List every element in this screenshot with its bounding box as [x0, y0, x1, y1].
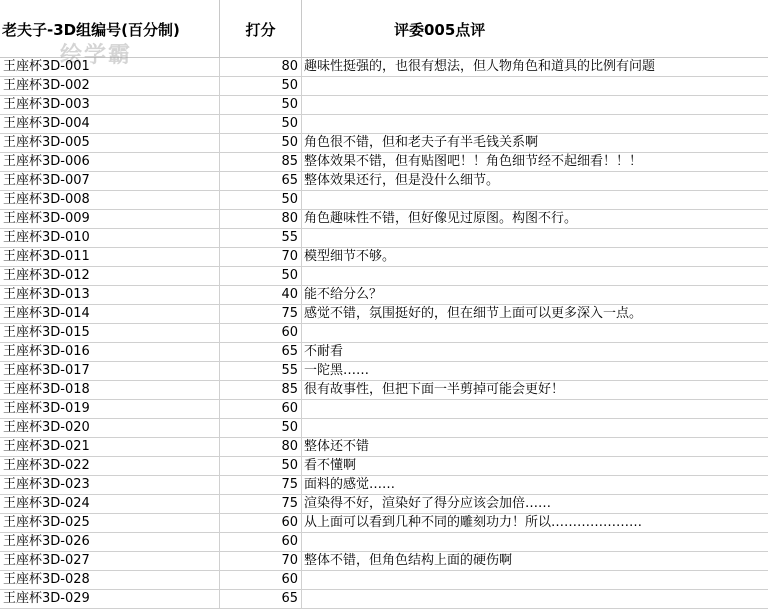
cell-score[interactable]: 80	[220, 210, 302, 229]
cell-id[interactable]: 王座杯3D-010	[0, 229, 220, 248]
table-row	[0, 343, 768, 362]
cell-comment[interactable]: 面料的感觉……	[304, 477, 396, 492]
cell-comment[interactable]: 趣味性挺强的，也很有想法，但人物角色和道具的比例有问题	[304, 59, 656, 74]
cell-id[interactable]: 王座杯3D-012	[0, 267, 220, 286]
cell-comment[interactable]: 一陀黑……	[304, 363, 370, 378]
cell-comment[interactable]: 不耐看	[304, 344, 344, 359]
table-row	[0, 381, 768, 400]
cell-score[interactable]: 75	[220, 305, 302, 324]
cell-comment[interactable]: 感觉不错，氛围挺好的，但在细节上面可以更多深入一点。	[304, 306, 643, 321]
table-row	[0, 514, 768, 533]
cell-comment[interactable]	[302, 115, 768, 134]
header-score[interactable]: 打分	[220, 0, 302, 58]
cell-id[interactable]: 王座杯3D-014	[0, 305, 220, 324]
cell-comment[interactable]: 整体效果不错，但有贴图吧！！角色细节经不起细看！！！	[304, 154, 643, 169]
cell-id[interactable]: 王座杯3D-009	[0, 210, 220, 229]
cell-id[interactable]: 王座杯3D-028	[0, 571, 220, 590]
cell-id[interactable]: 王座杯3D-002	[0, 77, 220, 96]
cell-comment[interactable]: 角色很不错，但和老夫子有半毛钱关系啊	[304, 135, 539, 150]
cell-id[interactable]: 王座杯3D-020	[0, 419, 220, 438]
cell-id[interactable]: 王座杯3D-025	[0, 514, 220, 533]
cell-id[interactable]: 王座杯3D-017	[0, 362, 220, 381]
table-row	[0, 153, 768, 172]
cell-comment[interactable]	[302, 419, 768, 438]
cell-score[interactable]: 50	[220, 191, 302, 210]
cell-comment[interactable]: 从上面可以看到几种不同的雕刻功力！所以…………………	[304, 515, 643, 530]
cell-comment[interactable]: 渲染得不好，渲染好了得分应该会加倍……	[304, 496, 552, 511]
cell-id[interactable]: 王座杯3D-015	[0, 324, 220, 343]
table-row	[0, 495, 768, 514]
cell-comment[interactable]: 能不给分么？	[304, 287, 383, 302]
cell-score[interactable]: 50	[220, 419, 302, 438]
table-row	[0, 115, 768, 134]
cell-comment[interactable]: 看不懂啊	[304, 458, 357, 473]
table-row	[0, 210, 768, 229]
cell-id[interactable]: 王座杯3D-018	[0, 381, 220, 400]
table-row	[0, 96, 768, 115]
cell-id[interactable]: 王座杯3D-008	[0, 191, 220, 210]
cell-comment[interactable]	[302, 400, 768, 419]
cell-score[interactable]: 75	[220, 476, 302, 495]
cell-comment[interactable]: 很有故事性，但把下面一半剪掉可能会更好！	[304, 382, 565, 397]
cell-id[interactable]: 王座杯3D-026	[0, 533, 220, 552]
cell-score[interactable]: 40	[220, 286, 302, 305]
cell-score[interactable]: 55	[220, 229, 302, 248]
table-row	[0, 229, 768, 248]
table-row	[0, 419, 768, 438]
cell-comment[interactable]	[302, 191, 768, 210]
cell-id[interactable]: 王座杯3D-003	[0, 96, 220, 115]
table-row	[0, 58, 768, 77]
cell-comment[interactable]	[302, 590, 768, 609]
cell-score[interactable]: 50	[220, 115, 302, 134]
cell-comment[interactable]: 整体不错，但角色结构上面的硬伤啊	[304, 553, 513, 568]
header-id[interactable]: 老夫子-3D组编号(百分制)	[0, 0, 220, 58]
table-row	[0, 457, 768, 476]
cell-comment[interactable]	[302, 533, 768, 552]
cell-score[interactable]: 60	[220, 533, 302, 552]
cell-id[interactable]: 王座杯3D-016	[0, 343, 220, 362]
table-row	[0, 438, 768, 457]
table-row	[0, 571, 768, 590]
cell-score[interactable]: 60	[220, 571, 302, 590]
table-row	[0, 134, 768, 153]
cell-id[interactable]: 王座杯3D-005	[0, 134, 220, 153]
cell-id[interactable]: 王座杯3D-021	[0, 438, 220, 457]
cell-comment[interactable]: 模型细节不够。	[304, 249, 396, 264]
cell-score[interactable]: 50	[220, 267, 302, 286]
header-comment[interactable]: 评委005点评	[394, 20, 486, 39]
cell-id[interactable]: 王座杯3D-024	[0, 495, 220, 514]
cell-score[interactable]: 65	[220, 172, 302, 191]
cell-id[interactable]: 王座杯3D-029	[0, 590, 220, 609]
watermark-logo: 绘学霸	[60, 42, 133, 68]
table-row	[0, 533, 768, 552]
cell-comment[interactable]: 角色趣味性不错，但好像见过原图。构图不行。	[304, 211, 578, 226]
cell-comment[interactable]	[302, 96, 768, 115]
table-row	[0, 476, 768, 495]
cell-score[interactable]: 80	[220, 58, 302, 77]
cell-score[interactable]: 50	[220, 134, 302, 153]
table-row	[0, 400, 768, 419]
cell-comment[interactable]: 整体效果还行，但是没什么细节。	[304, 173, 500, 188]
cell-score[interactable]: 70	[220, 248, 302, 267]
table-row	[0, 248, 768, 267]
cell-score[interactable]: 55	[220, 362, 302, 381]
table-row	[0, 172, 768, 191]
cell-comment[interactable]	[302, 77, 768, 96]
table-row	[0, 324, 768, 343]
cell-id[interactable]: 王座杯3D-001	[0, 58, 220, 77]
table-row	[0, 191, 768, 210]
cell-score[interactable]: 50	[220, 77, 302, 96]
table-row	[0, 77, 768, 96]
cell-score[interactable]: 85	[220, 153, 302, 172]
cell-comment[interactable]	[302, 324, 768, 343]
table-row	[0, 362, 768, 381]
cell-score[interactable]: 85	[220, 381, 302, 400]
header-row	[0, 0, 768, 58]
cell-id[interactable]: 王座杯3D-007	[0, 172, 220, 191]
cell-id[interactable]: 王座杯3D-027	[0, 552, 220, 571]
table-row	[0, 590, 768, 609]
cell-comment[interactable]	[302, 267, 768, 286]
cell-id[interactable]: 王座杯3D-004	[0, 115, 220, 134]
cell-comment[interactable]	[302, 229, 768, 248]
cell-id[interactable]: 王座杯3D-013	[0, 286, 220, 305]
cell-score[interactable]: 50	[220, 96, 302, 115]
cell-score[interactable]: 60	[220, 324, 302, 343]
cell-id[interactable]: 王座杯3D-022	[0, 457, 220, 476]
cell-id[interactable]: 王座杯3D-023	[0, 476, 220, 495]
cell-comment[interactable]	[302, 571, 768, 590]
table-row	[0, 267, 768, 286]
table-body	[0, 58, 768, 609]
cell-score[interactable]: 70	[220, 552, 302, 571]
cell-score[interactable]: 65	[220, 343, 302, 362]
table-row	[0, 305, 768, 324]
cell-id[interactable]: 王座杯3D-011	[0, 248, 220, 267]
cell-comment[interactable]: 整体还不错	[304, 439, 370, 454]
cell-id[interactable]: 王座杯3D-006	[0, 153, 220, 172]
cell-score[interactable]: 75	[220, 495, 302, 514]
cell-score[interactable]: 50	[220, 457, 302, 476]
cell-score[interactable]: 60	[220, 514, 302, 533]
cell-score[interactable]: 65	[220, 590, 302, 609]
table-row	[0, 552, 768, 571]
cell-score[interactable]: 60	[220, 400, 302, 419]
cell-score[interactable]: 80	[220, 438, 302, 457]
cell-id[interactable]: 王座杯3D-019	[0, 400, 220, 419]
table-row	[0, 286, 768, 305]
